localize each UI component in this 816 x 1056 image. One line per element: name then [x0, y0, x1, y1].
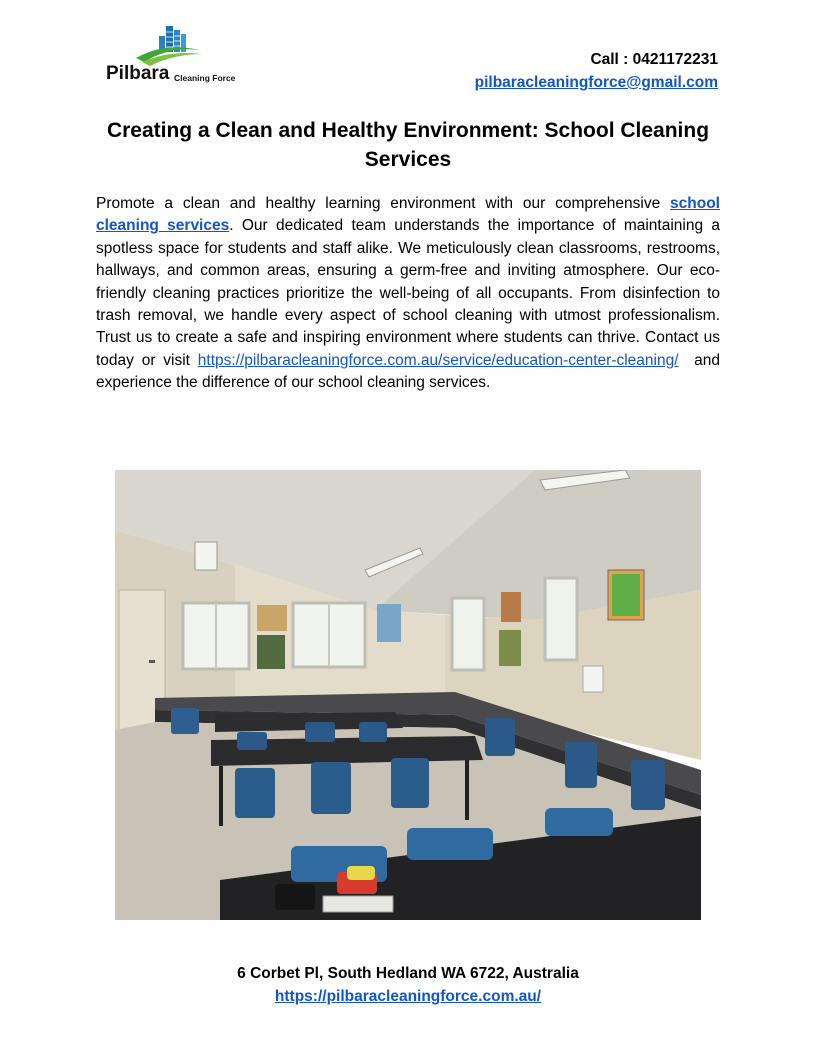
wall-poster: [377, 604, 401, 642]
chair: [545, 808, 613, 836]
wall-poster: [501, 592, 521, 622]
body-intro-text: Promote a clean and healthy learning environment with our comprehensive: [96, 195, 661, 212]
wall-poster: [499, 630, 521, 666]
footer: [96, 962, 720, 1008]
chair: [565, 742, 597, 788]
contact-block: [475, 48, 718, 94]
wall-poster: [257, 635, 285, 669]
body-middle-text: . Our dedicated team understands the importance of maintaining a spotless space for students and staff alike. We meticulously clean classrooms, restrooms, hallways, and common areas, ensuring a germ-free and inviting atmosphere. Our eco-friendly cleaning practices prioritize the well-being of all occupants. From disinfection to trash removal, we handle every aspect of school cleaning with utmost professionalism. Trust us to create a safe and inspiring environment where students can thrive. Contact us today or visit: [96, 217, 720, 369]
window: [452, 598, 484, 670]
chair: [485, 718, 515, 756]
body-outro-text: and experience the difference of our school cleaning services.: [96, 351, 720, 392]
phone-number: Call : 0421172231: [590, 51, 718, 68]
wall-poster: [257, 605, 287, 631]
chair: [235, 768, 275, 818]
chair: [237, 732, 267, 750]
footer-website-link[interactable]: https://pilbaracleaningforce.com.au/: [274, 988, 542, 1005]
chair: [359, 722, 387, 742]
logo-tagline-text: Cleaning Force: [174, 73, 236, 83]
chair: [407, 828, 493, 860]
body-paragraph: [96, 193, 720, 395]
company-logo: [104, 24, 244, 90]
email-link[interactable]: pilbaracleaningforce@gmail.com: [474, 74, 718, 91]
chair: [631, 760, 665, 810]
chair: [305, 722, 335, 742]
chair: [311, 762, 351, 814]
chair: [391, 758, 429, 808]
page-title: Creating a Clean and Healthy Environment: School Cleaning Services: [106, 119, 710, 171]
school-cleaning-services-link[interactable]: school cleaning services: [96, 195, 720, 235]
window: [545, 578, 577, 660]
footer-address: 6 Corbet Pl, South Hedland WA 6722, Australia: [237, 965, 579, 982]
logo-brand-text: Pilbara: [106, 63, 170, 84]
chair: [171, 708, 199, 734]
ceiling-light: [195, 542, 217, 570]
building-swoosh-logo-icon: [104, 24, 244, 90]
classroom-photo: [115, 470, 701, 920]
education-center-cleaning-link[interactable]: https://pilbaracleaningforce.com.au/service/education-center-cleaning/: [197, 351, 679, 369]
